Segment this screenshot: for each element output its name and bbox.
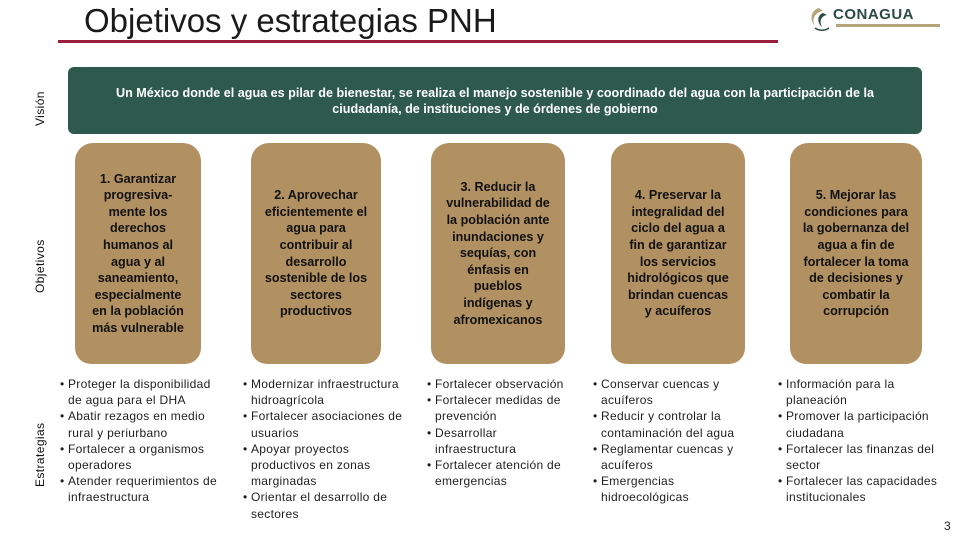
estrategia-item: • Fortalecer atención de emergencias xyxy=(427,457,577,489)
objetivo-text: 5. Mejorar las condiciones para la gobernanza del agua a fin de fortalecer la toma de decisiones y combatir la corrupción xyxy=(802,188,910,319)
estrategia-item: • Atender requerimientos de infraestructura xyxy=(60,473,228,505)
page-number: 3 xyxy=(944,519,951,533)
objetivo-card-5 xyxy=(790,143,922,364)
estrategia-item: • Fortalecer a organismos operadores xyxy=(60,441,228,473)
estrategia-item: • Información para la planeación xyxy=(778,376,950,408)
estrategias-column-1 xyxy=(60,376,228,506)
estrategia-item: • Proteger la disponibilidad de agua para el DHA xyxy=(60,376,228,408)
estrategia-item: • Emergencias hidroecológicas xyxy=(593,473,751,505)
side-label-estrategias: Estrategias xyxy=(33,422,47,487)
objetivo-card-1 xyxy=(75,143,201,364)
vision-text: Un México donde el agua es pilar de bienestar, se realiza el manejo sostenible y coordinado del agua con la participación de la ciudadanía, de instituciones y de órdenes de gobierno xyxy=(116,85,874,116)
objetivo-card-2 xyxy=(251,143,381,364)
estrategia-item: • Fortalecer asociaciones de usuarios xyxy=(243,408,415,440)
estrategia-item: • Fortalecer las finanzas del sector xyxy=(778,441,950,473)
estrategia-item: • Conservar cuencas y acuíferos xyxy=(593,376,751,408)
logo-text: CONAGUA xyxy=(833,6,914,23)
estrategias-column-4 xyxy=(593,376,751,506)
objetivo-text: 1. Garantizar progresiva-mente los derechos humanos al agua y al saneamiento, especialmente en la población más vulnerable xyxy=(92,171,184,335)
estrategia-item: • Desarrollar infraestructura xyxy=(427,425,577,457)
page-title: Objetivos y estrategias PNH xyxy=(84,2,497,39)
estrategias-column-5 xyxy=(778,376,950,506)
estrategia-item: • Fortalecer observación xyxy=(427,376,577,392)
side-label-objetivos: Objetivos xyxy=(33,239,47,293)
estrategia-item: • Abatir rezagos en medio rural y periurbano xyxy=(60,408,228,440)
objetivo-card-4 xyxy=(611,143,745,364)
objetivo-text: 3. Reducir la vulnerabilidad de la población ante inundaciones y sequías, con énfasis en pueblos indígenas y afromexicanos xyxy=(446,179,550,327)
objetivo-text: 4. Preservar la integralidad del ciclo del agua a fin de garantizar los servicios hidrológicos que brindan cuencas y acuíferos xyxy=(627,188,729,319)
side-label-vision: Visión xyxy=(33,91,47,126)
estrategia-item: • Fortalecer las capacidades institucionales xyxy=(778,473,950,505)
estrategia-item: • Promover la participación ciudadana xyxy=(778,408,950,440)
estrategia-item: • Modernizar infraestructura hidroagrícola xyxy=(243,376,415,408)
title-divider xyxy=(58,40,778,43)
estrategias-column-3 xyxy=(427,376,577,489)
estrategia-item: • Orientar el desarrollo de sectores xyxy=(243,489,415,521)
estrategia-item: • Fortalecer medidas de prevención xyxy=(427,392,577,424)
estrategia-item: • Reducir y controlar la contaminación del agua xyxy=(593,408,751,440)
estrategias-column-2 xyxy=(243,376,415,522)
vision-statement xyxy=(68,67,922,134)
estrategia-item: • Reglamentar cuencas y acuíferos xyxy=(593,441,751,473)
objetivo-card-3 xyxy=(431,143,565,364)
objetivo-text: 2. Aprovechar eficientemente el agua para contribuir al desarrollo sostenible de los sectores productivos xyxy=(264,188,368,319)
estrategia-item: • Apoyar proyectos productivos en zonas marginadas xyxy=(243,441,415,490)
logo-underline xyxy=(836,24,940,27)
